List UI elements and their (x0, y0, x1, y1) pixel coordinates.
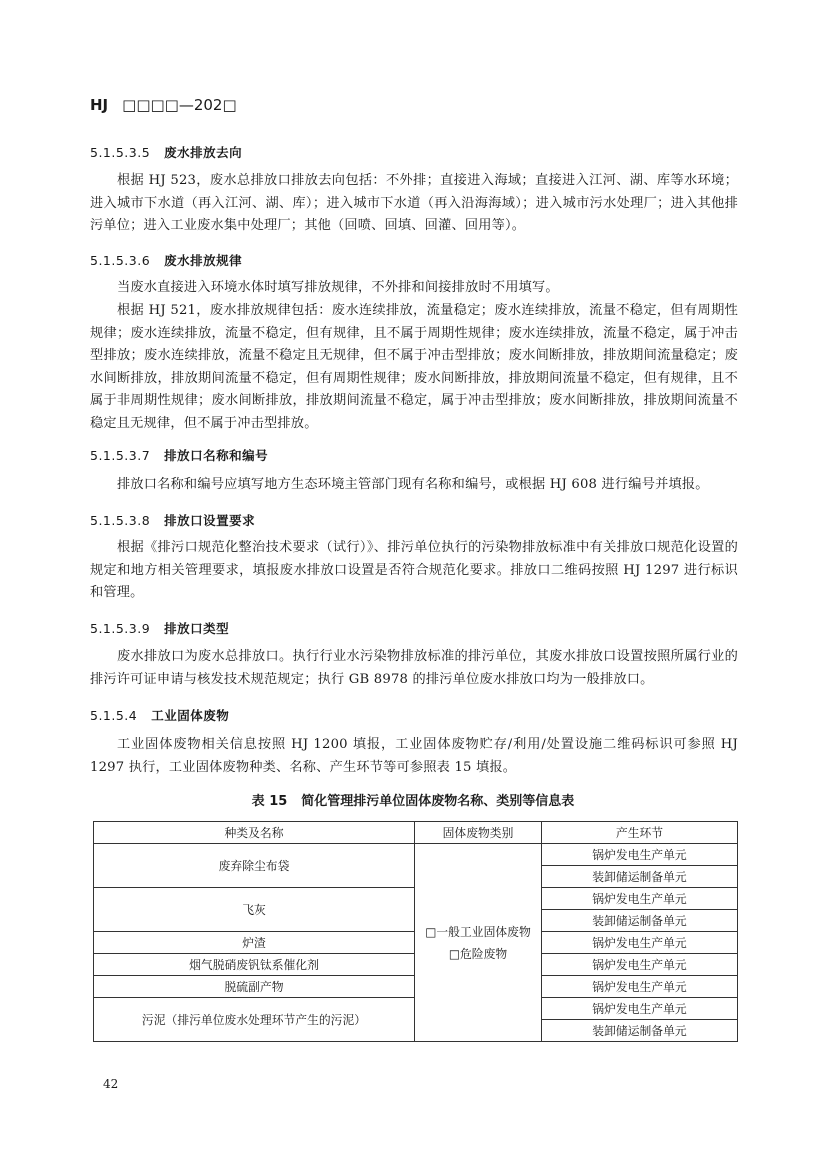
category-option-hazardous: □危险废物 (448, 946, 508, 961)
waste-name-cell: 炉渣 (94, 932, 415, 954)
section-title: 废水排放规律 (164, 253, 243, 268)
standard-code: □□□□—202□ (122, 96, 237, 114)
section-number: 5.1.5.3.8 (90, 513, 151, 528)
stage-cell: 装卸储运制备单元 (542, 1020, 738, 1042)
section-heading-5-1-5-3-5 (90, 143, 242, 161)
stage-cell: 锅炉发电生产单元 (542, 888, 738, 910)
waste-name-cell: 废弃除尘布袋 (94, 844, 415, 888)
table-header-row (94, 822, 738, 844)
section-title: 排放口设置要求 (164, 513, 256, 528)
stage-cell: 锅炉发电生产单元 (542, 932, 738, 954)
section-heading-5-1-5-3-6 (90, 251, 242, 269)
page-number: 42 (103, 1077, 119, 1091)
paragraph-outlet-requirements: 根据《排污口规范化整治技术要求（试行）》、排污单位执行的污染物排放标准中有关排放口规范化设置的规定和地方相关管理要求，填报废水排放口设置是否符合规范化要求。排放口二维码按照 HJ 1297 进行标识和管理。 (90, 540, 738, 600)
paragraph-outlet-name: 排放口名称和编号应填写地方生态环境主管部门现有名称和编号，或根据 HJ 608 进行编号并填报。 (117, 477, 709, 492)
table-number: 表 15 (251, 794, 288, 809)
section-number: 5.1.5.3.7 (90, 448, 151, 463)
section-heading-5-1-5-3-9 (90, 619, 229, 637)
solid-waste-table (93, 821, 738, 1042)
stage-cell: 锅炉发电生产单元 (542, 954, 738, 976)
section-title: 排放口名称和编号 (164, 448, 269, 463)
column-header: 产生环节 (542, 822, 738, 844)
stage-cell: 锅炉发电生产单元 (542, 976, 738, 998)
section-heading-5-1-5-3-7 (90, 446, 268, 464)
document-header (90, 96, 237, 114)
section-number: 5.1.5.3.5 (90, 145, 151, 160)
paragraph-discharge-destination: 根据 HJ 523，废水总排放口排放去向包括：不外排；直接进入海域；直接进入江河、湖、库等水环境；进入城市下水道（再入江河、湖、库）；进入城市下水道（再入沿海海域）；进入城市污水处理厂；进入其他排污单位；进入工业废水集中处理厂；其他（回喷、回填、回灌、回用等）。 (90, 173, 738, 233)
table-title: 简化管理排污单位固体废物名称、类别等信息表 (301, 794, 575, 809)
section-heading-5-1-5-3-8 (90, 511, 255, 529)
section-title: 废水排放去向 (164, 145, 243, 160)
stage-cell: 锅炉发电生产单元 (542, 844, 738, 866)
paragraph-solid-waste: 工业固体废物相关信息按照 HJ 1200 填报，工业固体废物贮存/利用/处置设施二维码标识可参照 HJ 1297 执行，工业固体废物种类、名称、产生环节等可参照表 15 填报。 (90, 737, 738, 775)
waste-category-cell (415, 844, 542, 1042)
waste-name-cell: 脱硫副产物 (94, 976, 415, 998)
stage-cell: 锅炉发电生产单元 (542, 998, 738, 1020)
category-option-general: □一般工业固体废物 (425, 924, 531, 939)
stage-cell: 装卸储运制备单元 (542, 910, 738, 932)
waste-name-cell: 飞灰 (94, 888, 415, 932)
section-title: 排放口类型 (164, 621, 230, 636)
column-header: 种类及名称 (94, 822, 415, 844)
paragraph-discharge-rule-list: 根据 HJ 521，废水排放规律包括：废水连续排放，流量稳定；废水连续排放，流量不稳定，但有周期性规律；废水连续排放，流量不稳定，但有规律，且不属于周期性规律；废水连续排放，流量不稳定，属于冲击型排放；废水连续排放，流量不稳定且无规律，但不属于冲击型排放；废水间断排放，排放期间流量稳定；废水间断排放，排放期间流量不稳定，但有周期性规律；废水间断排放，排放期间流量不稳定，但有规律，且不属于非周期性规律；废水间断排放，排放期间流量不稳定，属于冲击型排放；废水间断排放，排放期间流量不稳定且无规律，但不属于冲击型排放。 (90, 303, 738, 431)
waste-name-cell: 污泥（排污单位废水处理环节产生的污泥） (94, 998, 415, 1042)
column-header: 固体废物类别 (415, 822, 542, 844)
paragraph-outlet-type: 废水排放口为废水总排放口。执行行业水污染物排放标准的排污单位，其废水排放口设置按照所属行业的排污许可证申请与核发技术规范规定；执行 GB 8978 的排污单位废水排放口均为一般排放口。 (90, 649, 738, 687)
section-heading-5-1-5-4 (90, 706, 229, 724)
paragraph-discharge-rule-intro: 当废水直接进入环境水体时填写排放规律，不外排和间接排放时不用填写。 (117, 280, 559, 295)
standard-prefix: HJ (90, 96, 109, 114)
section-number: 5.1.5.3.9 (90, 621, 151, 636)
table-caption (0, 790, 826, 809)
waste-name-cell: 烟气脱硝废钒钛系催化剂 (94, 954, 415, 976)
section-number: 5.1.5.3.6 (90, 253, 151, 268)
stage-cell: 装卸储运制备单元 (542, 866, 738, 888)
section-title: 工业固体废物 (151, 708, 230, 723)
table-row (94, 844, 738, 866)
section-number: 5.1.5.4 (90, 708, 138, 723)
